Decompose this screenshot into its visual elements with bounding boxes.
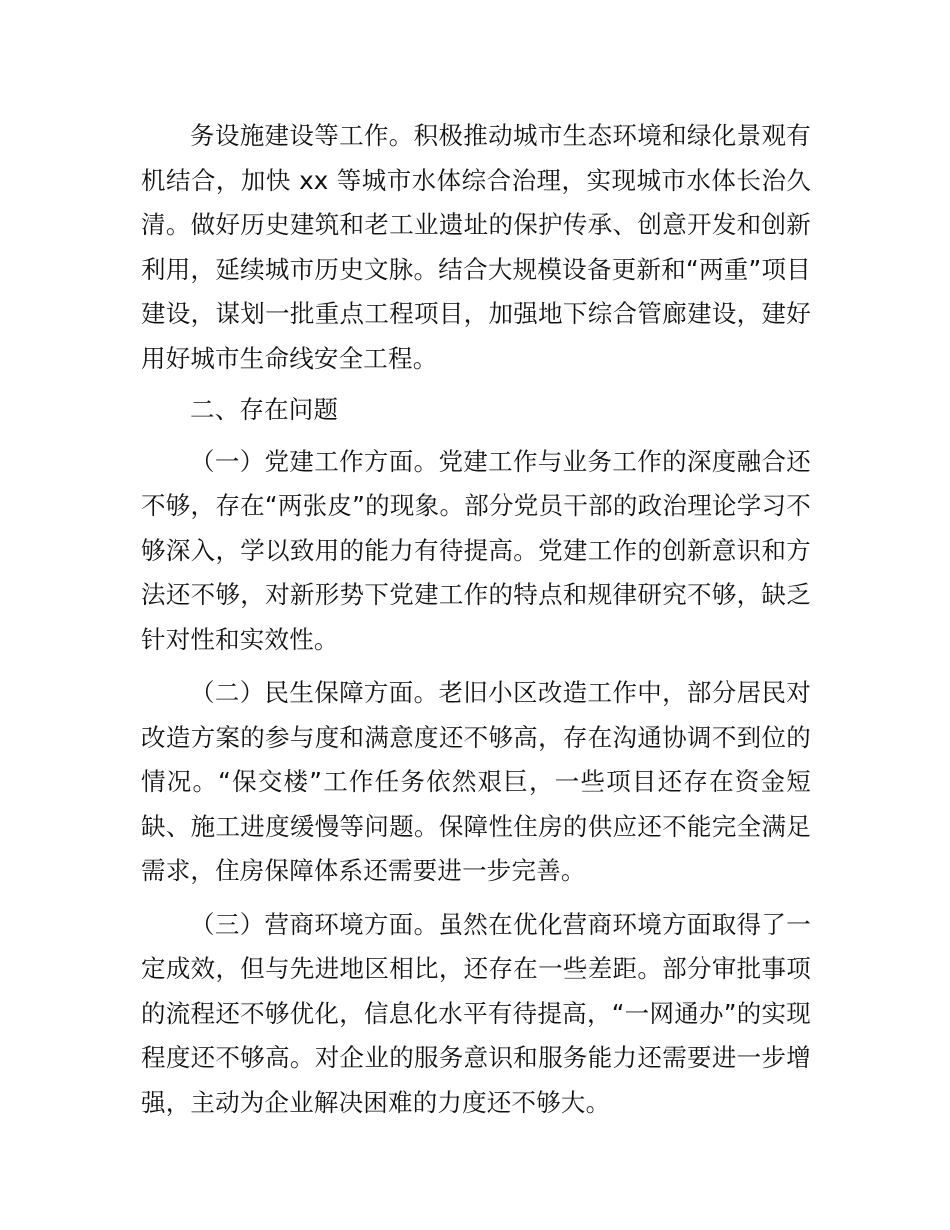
document-page [141, 114, 811, 1125]
paragraph-issue-livelihood: （二）民生保障方面。老旧小区改造工作中，部分居民对改造方案的参与度和满意度还不够高，存在沟通协调不到位的情况。“保交楼”工作任务依然艰巨，一些项目还存在资金短缺、施工进度缓慢等问题。保障性住房的供应还不能完全满足需求，住房保障体系还需要进一步完善。 [141, 678, 811, 885]
paragraph-issue-business-environment: （三）营商环境方面。虽然在优化营商环境方面取得了一定成效，但与先进地区相比，还存在一些差距。部分审批事项的流程还不够优化，信息化水平有待提高，“一网通办”的实现程度还不够高。对企业的服务意识和服务能力还需要进一步增强，主动为企业解决困难的力度还不够大。 [141, 909, 811, 1117]
paragraph-issue-party-building: （一）党建工作方面。党建工作与业务工作的深度融合还不够，存在“两张皮”的现象。部分党员干部的政治理论学习不够深入，学以致用的能力有待提高。党建工作的创新意识和方法还不够，对新形势下党建工作的特点和规律研究不够，缺乏针对性和实效性。 [141, 446, 811, 654]
section-heading: 二、存在问题 [190, 395, 339, 424]
paragraph-continuation: 务设施建设等工作。积极推动城市生态环境和绿化景观有机结合，加快 xx 等城市水体综合治理，实现城市水体长治久清。做好历史建筑和老工业遗址的保护传承、创意开发和创新利用，延续城市历史文脉。结合大规模设备更新和“两重”项目建设，谋划一批重点工程项目，加强地下综合管廊建设，建好用好城市生命线安全工程。 [141, 121, 811, 373]
